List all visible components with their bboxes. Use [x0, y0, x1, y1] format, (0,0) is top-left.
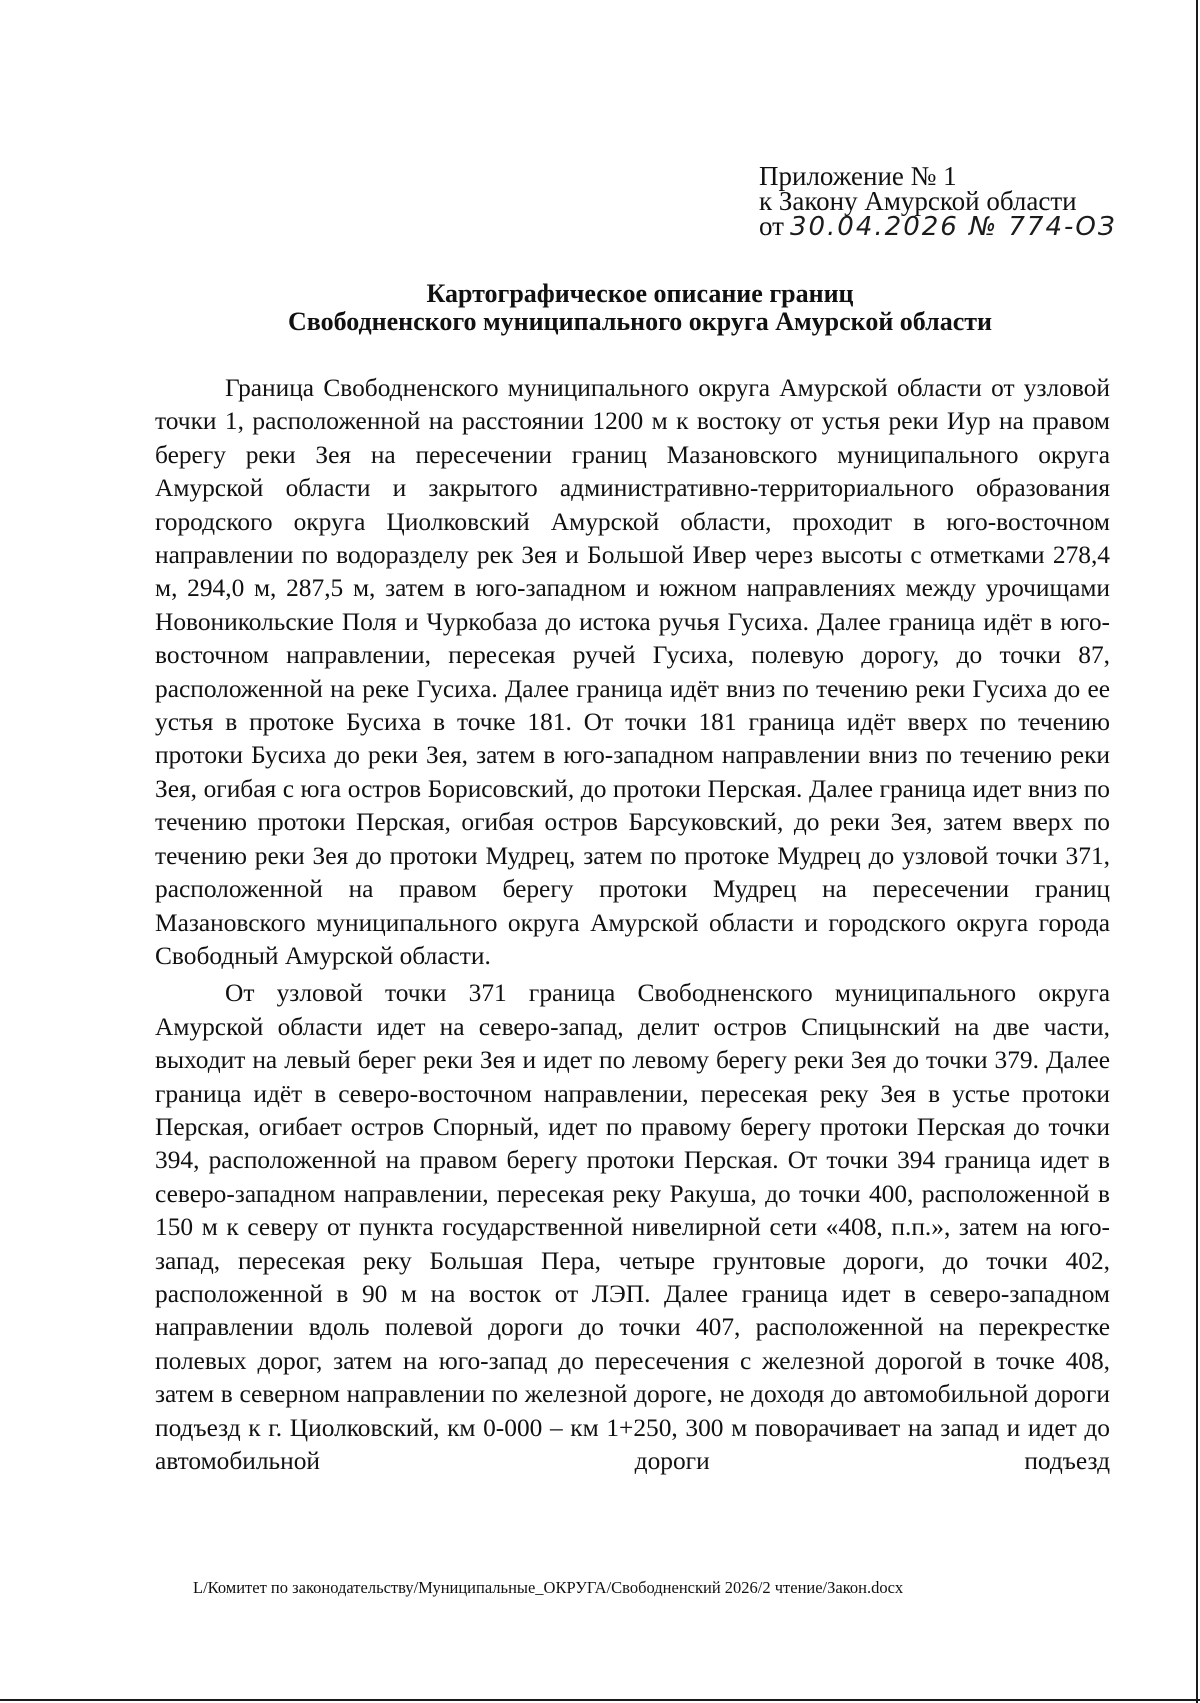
handwritten-date-number: 30.04.2026 № 774-ОЗ: [789, 212, 1117, 242]
footer-file-path: L/Комитет по законодательству/Муниципальные_ОКРУГА/Свободненский 2026/2 чтение/Закон.docx: [193, 1578, 904, 1597]
document-title: [150, 280, 1130, 336]
attachment-block: [759, 161, 1117, 242]
body-paragraph-1: Граница Свободненского муниципального округа Амурской области от узловой точки 1, расположенной на расстоянии 1200 м к востоку от устья реки Иур на правом берегу реки Зея на пересечении границ Мазановского муниципального округа Амурской области и закрытого административно-территориального образования городского округа Циолковский Амурской области, проходит в юго-восточном направлении по водоразделу рек Зея и Большой Ивер через высоты с отметками 278,4 м, 294,0 м, 287,5 м, затем в юго-западном и южном направлениях между урочищами Новоникольские Поля и Чуркобаза до истока ручья Гусиха. Далее граница идёт в юго-восточном направлении, пересекая ручей Гусиха, полевую дорогу, до точки 87, расположенной на реке Гусиха. Далее граница идёт вниз по течению реки Гусиха до ее устья в протоке Бусиха в точке 181. От точки 181 граница идёт вверх по течению протоки Бусиха до реки Зея, затем в юго-западном направлении вниз по течению реки Зея, огибая с юга остров Борисовский, до протоки Перская. Далее граница идет вниз по течению протоки Перская, огибая остров Барсуковский, до реки Зея, затем вверх по течению реки Зея до протоки Мудрец, затем по протоке Мудрец до узловой точки 371, расположенной на правом берегу протоки Мудрец на пересечении границ Мазановского муниципального округа Амурской области и городского округа города Свободный Амурской области.: [155, 374, 1110, 970]
attachment-date-prefix: от: [759, 211, 784, 241]
scan-edge-right: [1196, 0, 1198, 1703]
document-body: [155, 372, 1110, 1478]
attachment-law: к Закону Амурской области: [759, 186, 1077, 216]
scan-edge-bottom: [0, 1699, 1200, 1701]
body-paragraph-2: От узловой точки 371 граница Свободненского муниципального округа Амурской области идет на северо-запад, делит остров Спицынский на две части, выходит на левый берег реки Зея и идет по левому берегу реки Зея до точки 379. Далее граница идёт в северо-восточном направлении, пересекая реку Зея в устье протоки Перская, огибает остров Спорный, идет по правому берегу протоки Перская до точки 394, расположенной на правом берегу протоки Перская. От точки 394 граница идет в северо-западном направлении, пересекая реку Ракуша, до точки 400, расположенной в 150 м к северу от пункта государственной нивелирной сети «408, п.п.», затем на юго-запад, пересекая реку Большая Пера, четыре грунтовые дороги, до точки 402, расположенной в 90 м на восток от ЛЭП. Далее граница идет в северо-западном направлении вдоль полевой дороги до точки 407, расположенной на перекрестке полевых дорог, затем на юго-запад до пересечения с железной дорогой в точке 408, затем в северном направлении по железной дороге, не доходя до автомобильной дороги подъезд к г. Циолковский, км 0-000 – км 1+250, 300 м поворачивает на запад и идет до автомобильной дороги подъезд: [155, 979, 1110, 1475]
title-line-2: Свободненского муниципального округа Амурской области: [287, 307, 993, 336]
attachment-date-line: [759, 211, 1117, 242]
title-line-1: Картографическое описание границ: [426, 279, 854, 308]
attachment-number: Приложение № 1: [759, 161, 957, 191]
